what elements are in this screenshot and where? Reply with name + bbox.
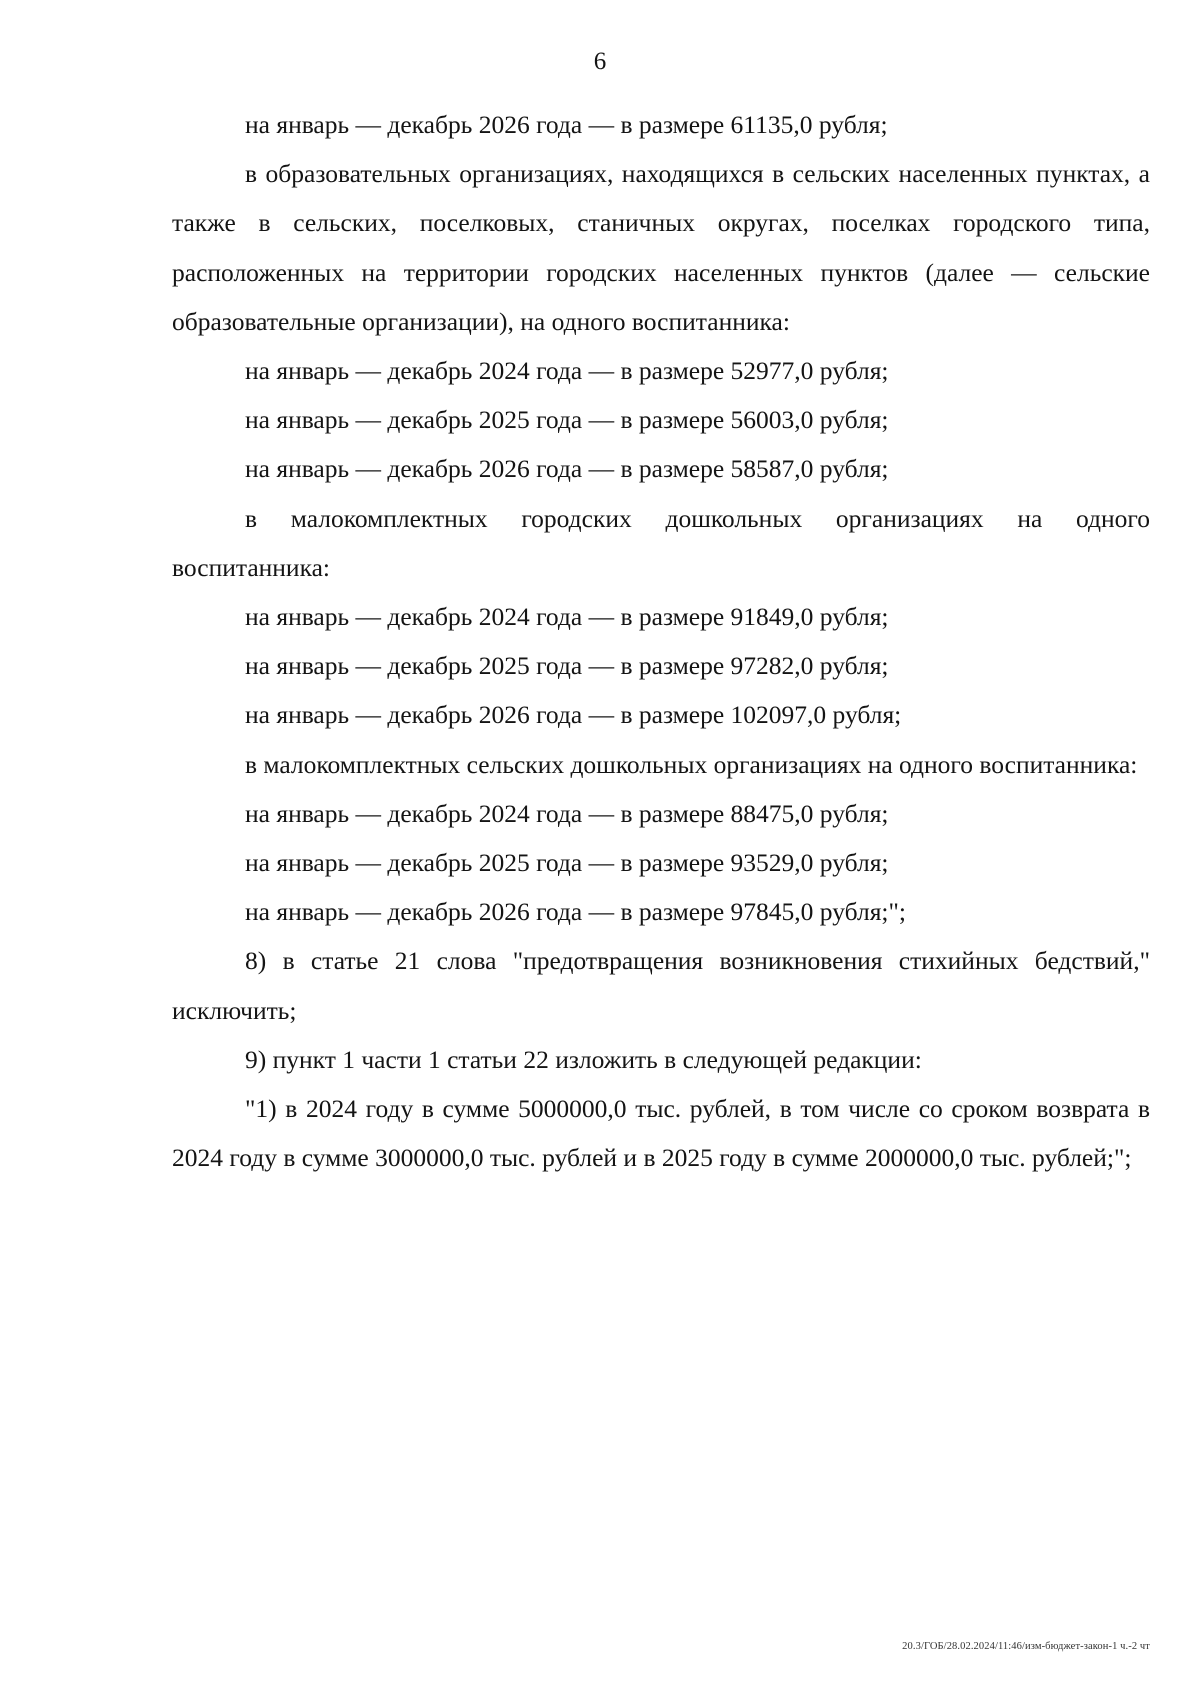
paragraph-8: на январь — декабрь 2025 года — в размере 97282,0 рубля;: [245, 651, 889, 681]
document-body: [172, 100, 1150, 1182]
paragraph-13: на январь — декабрь 2026 года — в размере 97845,0 рубля;";: [245, 897, 907, 927]
paragraph-15: 9) пункт 1 части 1 статьи 22 изложить в следующей редакции:: [245, 1044, 922, 1074]
paragraph-9: на январь — декабрь 2026 года — в размере 102097,0 рубля;: [245, 700, 902, 730]
paragraph-1: на январь — декабрь 2026 года — в размере 61135,0 рубля;: [245, 110, 888, 139]
footer-document-code: 20.3/ГОБ/28.02.2024/11:46/изм-бюджет-закон-1 ч.-2 чт: [902, 1641, 1150, 1652]
paragraph-10: в малокомплектных сельских дошкольных организациях на одного воспитанника:: [245, 749, 1138, 779]
paragraph-2: в образовательных организациях, находящихся в сельских населенных пунктах, а также в сельских, поселковых, станичных округах, поселках городского типа, расположенных на территории городских населенных пунктов (далее — сельские образовательные организации), на одного воспитанника:: [172, 159, 1150, 336]
paragraph-7: на январь — декабрь 2024 года — в размере 91849,0 рубля;: [245, 602, 889, 632]
paragraph-3: на январь — декабрь 2024 года — в размере 52977,0 рубля;: [245, 356, 889, 386]
paragraph-14: 8) в статье 21 слова "предотвращения возникновения стихийных бедствий," исключить;: [172, 946, 1150, 1025]
paragraph-6: в малокомплектных городских дошкольных организациях на одного воспитанника:: [172, 503, 1150, 582]
paragraph-16: "1) в 2024 году в сумме 5000000,0 тыс. рублей, в том числе со сроком возврата в 2024 году в сумме 3000000,0 тыс. рублей и в 2025 году в сумме 2000000,0 тыс. рублей;";: [172, 1094, 1150, 1173]
paragraph-4: на январь — декабрь 2025 года — в размере 56003,0 рубля;: [245, 405, 889, 435]
paragraph-12: на январь — декабрь 2025 года — в размере 93529,0 рубля;: [245, 848, 889, 878]
page-number: 6: [593, 48, 607, 75]
paragraph-11: на январь — декабрь 2024 года — в размере 88475,0 рубля;: [245, 798, 889, 828]
paragraph-5: на январь — декабрь 2026 года — в размере 58587,0 рубля;: [245, 454, 889, 484]
